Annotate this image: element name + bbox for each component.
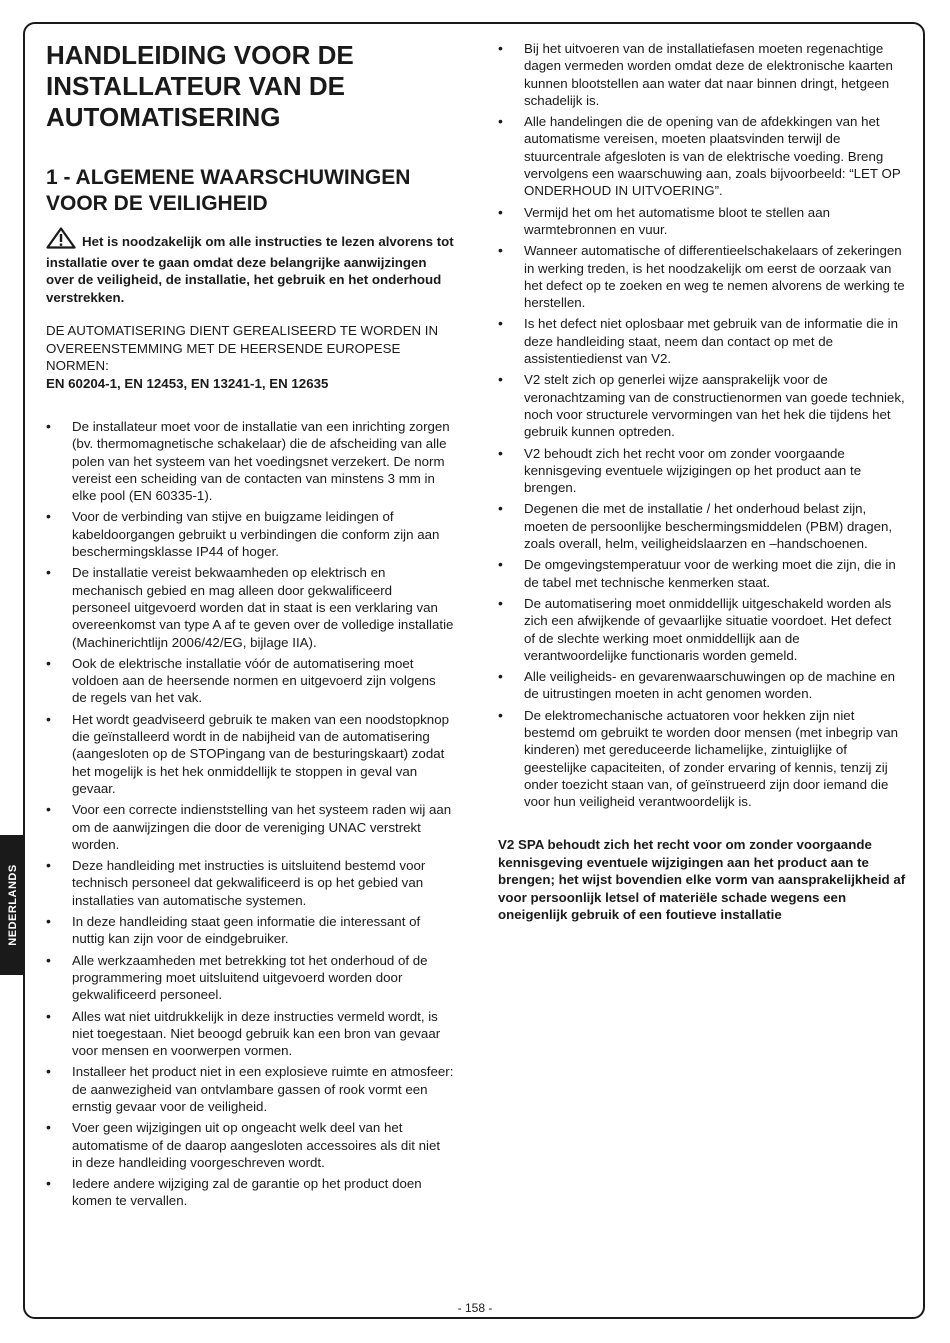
list-item: • Het wordt geadviseerd gebruik te maken van een noodstopknop die geïnstalleerd wordt in de nabijheid van de automatisering (aangesloten op de STOPingang van de besturingskaart) zodat het mogelijk is het hek onmiddellijk te stoppen in geval van gevaar. — [46, 711, 454, 797]
list-item: • Voor de verbinding van stijve en buigzame leidingen of kabeldoorgangen gebruikt u verbindingen die conform zijn aan beschermingsklasse IP44 of hoger. — [46, 508, 454, 560]
list-item: • V2 stelt zich op generlei wijze aansprakelijk voor de veronachtzaming van de constructienormen van goede techniek, noch voor structurele vervormingen van het hek die tijdens het gebruik kunnen optreden. — [498, 371, 906, 440]
warning-intro-text: Het is noodzakelijk om alle instructies te lezen alvorens tot installatie over te gaan omdat deze belangrijke aanwijzingen over de veiligheid, de installatie, het gebruik en het onderhoud verstrekken. — [46, 234, 454, 305]
right-column — [498, 40, 906, 937]
list-item: • Voer geen wijzigingen uit op ongeacht welk deel van het automatisme of de daarop aangesloten accessoires als dit niet in deze handleiding voorgeschreven wordt. — [46, 1119, 454, 1171]
list-item: • Alle veiligheids- en gevarenwaarschuwingen op de machine en de uitrustingen moeten in acht genomen worden. — [498, 668, 906, 703]
norms-statement — [46, 322, 454, 392]
list-item: • Is het defect niet oplosbaar met gebruik van de informatie die in deze handleiding staat, neem dan contact op met de assistentiedienst van V2. — [498, 315, 906, 367]
page-number: - 158 - — [457, 1301, 493, 1315]
warning-triangle-icon — [46, 227, 76, 254]
language-side-tab — [0, 835, 25, 975]
right-bullet-list — [498, 40, 906, 810]
list-item: • De installatie vereist bekwaamheden op elektrisch en mechanisch gebied en mag alleen door gekwalificeerd personeel uitgevoerd worden dat in staat is een verklaring van overeenkomst van type A af te geven over de volledige installatie (Machinerichtlijn 2006/42/EG, bijlage IIA). — [46, 564, 454, 650]
closing-disclaimer: V2 SPA behoudt zich het recht voor om zonder voorgaande kennisgeving eventuele wijzigingen aan het product aan te brengen; het wijst bovendien elke vorm van aansprakelijkheid af voor persoonlijk letsel of materiële schade wegens een oneigenlijk gebruik of een foutieve installatie — [498, 837, 906, 923]
list-item: • Alle handelingen die de opening van de afdekkingen van het automatisme vereisen, moeten plaatsvinden terwijl de stuurcentrale afgesloten is van de elektrische voeding. Breng vervolgens een waarschuwing aan, zoals bijvoorbeeld: “LET OP ONDERHOUD IN UITVOERING”. — [498, 113, 906, 199]
list-item: • Iedere andere wijziging zal de garantie op het product doen komen te vervallen. — [46, 1175, 454, 1210]
list-item: • Vermijd het om het automatisme bloot te stellen aan warmtebronnen en vuur. — [498, 204, 906, 239]
list-item: • Deze handleiding met instructies is uitsluitend bestemd voor technisch personeel dat gekwalificeerd is op het gebied van installaties van automatische systemen. — [46, 857, 454, 909]
list-item: • De installateur moet voor de installatie van een inrichting zorgen (bv. thermomagnetische schakelaar) die de afscheiding van alle polen van het systeem van het voedingsnet verzekert. De norm vereist een scheiding van de contacten van minstens 3 mm in elke pool (EN 60335-1). — [46, 418, 454, 504]
list-item: • Ook de elektrische installatie vóór de automatisering moet voldoen aan de heersende normen en uitgevoerd zijn volgens de regels van het vak. — [46, 655, 454, 707]
list-item: • Alle werkzaamheden met betrekking tot het onderhoud of de programmering moet uitsluitend uitgevoerd worden door gekwalificeerd personeel. — [46, 952, 454, 1004]
left-bullet-list — [46, 418, 454, 1210]
list-item: • Bij het uitvoeren van de installatiefasen moeten regenachtige dagen vermeden worden omdat deze de elektronische kaarten kunnen blootstellen aan water dat naar binnen dringt, hetgeen schadelijk is. — [498, 40, 906, 109]
left-column — [46, 40, 454, 1214]
language-label: NEDERLANDS — [6, 864, 19, 946]
list-item: • De omgevingstemperatuur voor de werking moet die zijn, die in de tabel met technische kenmerken staat. — [498, 556, 906, 591]
main-title: HANDLEIDING VOOR DE INSTALLATEUR VAN DE AUTOMATISERING — [46, 40, 354, 132]
list-item: • De automatisering moet onmiddellijk uitgeschakeld worden als zich een afwijkende of gevaarlijke situatie voordoet. Het defect of de slechte werking moet onmiddellijk aan de verantwoordelijke functionaris worden gemeld. — [498, 595, 906, 664]
list-item: • Wanneer automatische of differentieelschakelaars of zekeringen in werking treden, is het noodzakelijk om eerst de oorzaak van het defect op te zoeken en weg te nemen alvorens de werking te herstellen. — [498, 242, 906, 311]
norms-text: DE AUTOMATISERING DIENT GEREALISEERD TE WORDEN IN OVEREENSTEMMING MET DE HEERSENDE EUROPESE NORMEN: — [46, 323, 439, 373]
list-item: • V2 behoudt zich het recht voor om zonder voorgaande kennisgeving eventuele wijzigingen op het product aan te brengen. — [498, 445, 906, 497]
list-item: • In deze handleiding staat geen informatie die interessant of nuttig kan zijn voor de eindgebruiker. — [46, 913, 454, 948]
list-item: • Degenen die met de installatie / het onderhoud belast zijn, moeten de persoonlijke beschermingsmiddelen (PBM) dragen, zoals overall, helm, veiligheidslaarzen en –handschoenen. — [498, 500, 906, 552]
list-item: • De elektromechanische actuatoren voor hekken zijn niet bestemd om gebruikt te worden door mensen (met inbegrip van kinderen) met gereduceerde lichamelijke, zintuiglijke of geestelijke capaciteiten, of zonder ervaring of kennis, tenzij zij onder toezicht staan van, of geïnstrueerd zijn door iemand die voor hun veiligheid verantwoordelijk is. — [498, 707, 906, 811]
warning-intro — [46, 227, 454, 306]
section-title: 1 - ALGEMENE WAARSCHUWINGEN VOOR DE VEILIGHEID — [46, 166, 411, 215]
list-item: • Alles wat niet uitdrukkelijk in deze instructies vermeld wordt, is niet toegestaan. Niet beoogd gebruik kan een bron van gevaar voor mensen en voorwerpen vormen. — [46, 1008, 454, 1060]
list-item: • Voor een correcte indienststelling van het systeem raden wij aan om de aanwijzingen die door de vereniging UNAC verstrekt worden. — [46, 801, 454, 853]
norms-list: EN 60204-1, EN 12453, EN 13241-1, EN 12635 — [46, 375, 329, 391]
list-item: • Installeer het product niet in een explosieve ruimte en atmosfeer: de aanwezigheid van ontvlambare gassen of rook vormt een ernstig gevaar voor de veiligheid. — [46, 1063, 454, 1115]
